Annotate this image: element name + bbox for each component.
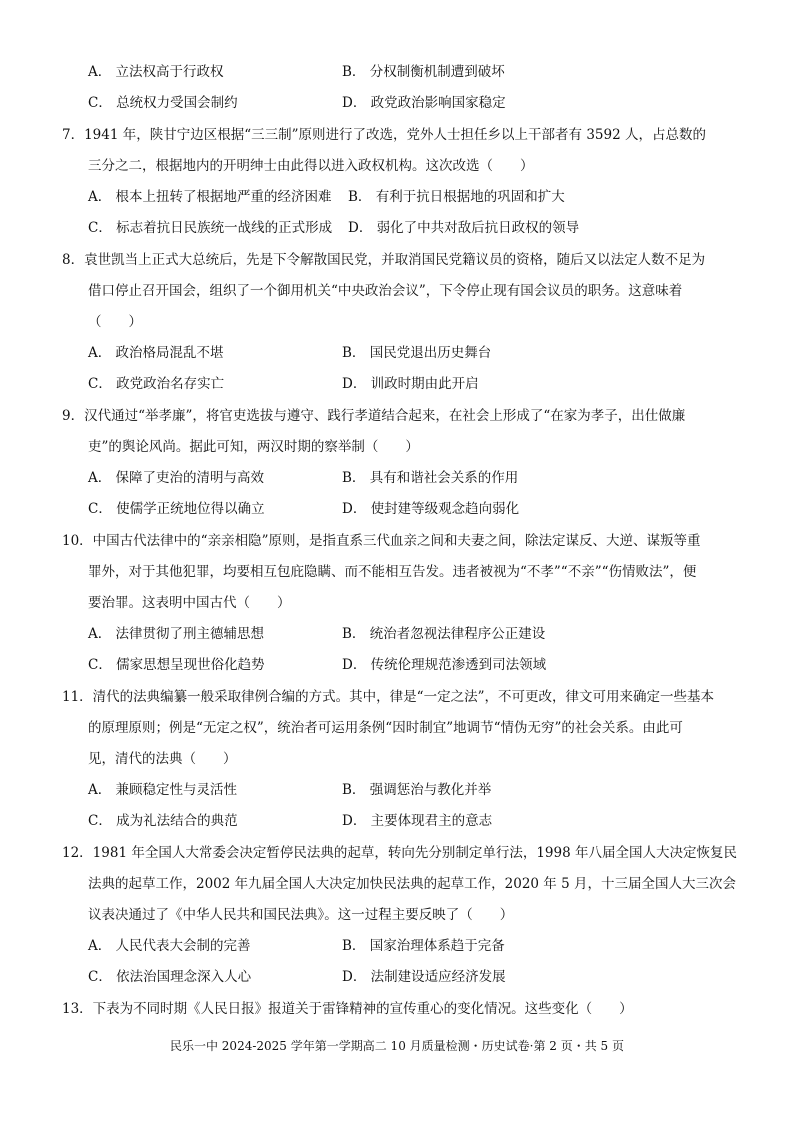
q6-option-d: D． 政党政治影响国家稳定 <box>342 95 506 111</box>
q11-option-b: B． 强调惩治与教化并举 <box>342 782 492 798</box>
q6-option-c: C． 总统权力受国会制约 <box>88 95 238 111</box>
q12-option-a: A． 人民代表大会制的完善 <box>88 938 251 954</box>
q7-option-c: C． 标志着抗日民族统一战线的正式形成 <box>88 220 333 236</box>
q8-stem-line-2: 借口停止召开国会，组织了一个御用机关“中央政治会议”，下令停止现有国会议员的职务。这意味着 <box>88 283 683 299</box>
q8-stem-line-1: 8．袁世凯当上正式大总统后，先是下令解散国民党，并取消国民党籍议员的资格，随后又以法定人数不足为 <box>62 252 706 268</box>
q9-option-a: A． 保障了吏治的清明与高效 <box>88 470 265 486</box>
q7-option-b: B． 有利于抗日根据地的巩固和扩大 <box>348 189 565 205</box>
q7-stem-line-2: 三分之二，根据地内的开明绅士由此得以进入政权机构。这次改选（ ） <box>88 158 534 174</box>
q9-stem-line-1: 9．汉代通过“举孝廉”，将官吏选拔与遵守、践行孝道结合起来，在社会上形成了“在家为孝子，出仕做廉 <box>62 408 686 424</box>
q9-option-d: D． 使封建等级观念趋向弱化 <box>342 501 520 517</box>
q6-option-a: A． 立法权高于行政权 <box>88 64 224 80</box>
q10-option-c: C． 儒家思想呈现世俗化趋势 <box>88 657 265 673</box>
q10-stem-line-2: 罪外，对于其他犯罪，均要相互包庇隐瞒、而不能相互告发。违者被视为“不孝”“不亲”“伤情败法”，便 <box>88 564 697 580</box>
q6-option-b: B． 分权制衡机制遭到破坏 <box>342 64 505 80</box>
q9-option-c: C． 使儒学正统地位得以确立 <box>88 501 265 517</box>
q11-option-a: A． 兼顾稳定性与灵活性 <box>88 782 238 798</box>
q8-option-d: D． 训政时期由此开启 <box>342 376 479 392</box>
q8-option-c: C． 政党政治名存实亡 <box>88 376 225 392</box>
q10-option-b: B． 统治者忽视法律程序公正建设 <box>342 626 546 642</box>
q12-option-d: D． 法制建设适应经济发展 <box>342 969 506 985</box>
q10-option-d: D． 传统伦理规范渗透到司法领域 <box>342 657 547 673</box>
page-footer: 民乐一中 2024-2025 学年第一学期高二 10 月质量检测・历史试卷·第 2 页・共 5 页 <box>169 1039 624 1053</box>
q11-stem-line-2: 的原理原则；例是“无定之权”，统治者可运用条例“因时制宜”地调节“情伪无穷”的社会关系。由此可 <box>88 720 683 736</box>
q13-stem-line-1: 13．下表为不同时期《人民日报》报道关于雷锋精神的宣传重心的变化情况。这些变化（ ） <box>62 1001 633 1017</box>
q7-option-a: A． 根本上扭转了根据地严重的经济困难 <box>88 189 332 205</box>
q12-option-b: B． 国家治理体系趋于完备 <box>342 938 505 954</box>
q10-option-a: A． 法律贯彻了刑主德辅思想 <box>88 626 265 642</box>
q9-stem-line-2: 吏”的舆论风尚。据此可知，两汉时期的察举制（ ） <box>88 439 419 455</box>
q12-stem-line-1: 12．1981 年全国人大常委会决定暂停民法典的起草，转向先分别制定单行法，1998 年八届全国人大决定恢复民 <box>62 845 737 861</box>
q8-option-b: B． 国民党退出历史舞台 <box>342 345 492 361</box>
q12-option-c: C． 依法治国理念深入人心 <box>88 969 252 985</box>
q11-option-c: C． 成为礼法结合的典范 <box>88 813 238 829</box>
q8-stem-line-3: （ ） <box>88 314 142 330</box>
q10-stem-line-1: 10．中国古代法律中的“亲亲相隐”原则，是指直系三代血亲之间和夫妻之间，除法定谋反、大逆、谋叛等重 <box>62 533 701 549</box>
q11-stem-line-1: 11．清代的法典编纂一般采取律例合编的方式。其中，律是“一定之法”，不可更改，律文可用来确定一些基本 <box>62 689 714 705</box>
q9-option-b: B． 具有和谐社会关系的作用 <box>342 470 519 486</box>
q11-stem-line-3: 见，清代的法典（ ） <box>88 751 237 767</box>
q10-stem-line-3: 要治罪。这表明中国古代（ ） <box>88 595 291 611</box>
q11-option-d: D． 主要体现君主的意志 <box>342 813 493 829</box>
q7-option-d: D． 弱化了中共对敌后抗日政权的领导 <box>348 220 580 236</box>
q8-option-a: A． 政治格局混乱不堪 <box>88 345 224 361</box>
q12-stem-line-2: 法典的起草工作，2002 年九届全国人大决定加快民法典的起草工作，2020 年 5 月，十三届全国人大三次会 <box>88 876 736 892</box>
q12-stem-line-3: 议表决通过了《中华人民共和国民法典》。这一过程主要反映了（ ） <box>88 907 514 923</box>
q7-stem-line-1: 7．1941 年，陕甘宁边区根据“三三制”原则进行了改选，党外人士担任乡以上干部者有 3592 人，占总数的 <box>62 127 706 143</box>
